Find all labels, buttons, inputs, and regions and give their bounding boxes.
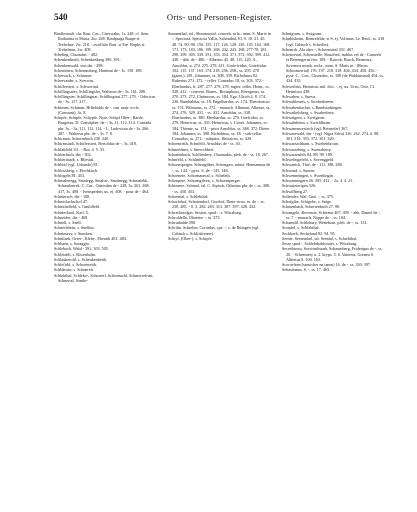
register-entry: Sebastianus, S. -, ss. 17. 465.	[282, 267, 331, 273]
register-entry: Schwuieterigen 326.	[282, 183, 317, 189]
register-entry: Schiffersteri, s. Schwerind.	[54, 83, 99, 89]
register-entry: Bindlesmah, chr. Rast. Cas., Ciserwahn, 1s. 248. cf. Sem. Ratharina et Maria, 2to. 248. Bindpurga Raape et Trehobne. 2w. 218. - zwölfahr Rast. st Ere. Rupbs st Trebelrinn, 2w. 408.	[54, 31, 150, 52]
register-entry: Schlattfeld 111. - Rrn. 4. 5. 35.	[54, 146, 106, 152]
register-entry: Sollemler, Wal. Gmi. -, ss. 375.	[282, 193, 334, 199]
register-entry: Secretbursu, Sovwinthurnb, Schaumberg, Friderigus de -, ss. 26. - Scheentery u. 2. kryps. 5. 6. Vaterms, Gorneu 6. Albertus 8. 100. 163.	[282, 246, 383, 262]
register-entry: Schwablesees, s. Swebesheeen.	[282, 99, 335, 105]
register-entry: Schwarzwald, der - (vgl. Nigra Silva) 236. 262. 274. 6. 88. 301. 314. 353. 372. 301. 320.	[282, 130, 380, 141]
register-entry: Schlauherold, s. Schenkenberth.	[54, 256, 108, 262]
register-entry: Scharndil, Schlebury, Weneborn, pleb. de -, ss. 131.	[282, 220, 368, 225]
register-entry: Schwarzenfels 84. 88. 98. 189.	[282, 151, 334, 157]
register-entry: Schldesrin, s. Schnereit.	[54, 267, 94, 273]
register-entry: Schlitzf (vgl. Urkunde) 81.	[54, 162, 99, 168]
register-entry: Schmirlachschof 47.	[54, 199, 89, 204]
register-entry: Schlierbach, der - 302.	[54, 151, 92, 157]
register-entry: Scheling, Chunsdnt. - 482.	[54, 52, 99, 57]
register-entry: Schwanenwestrich (vgl. Reisnefer) 367.	[282, 125, 349, 131]
register-entry: Schwillberg 27.	[282, 188, 309, 194]
register-entry: Schersack, s. Schirmer.	[54, 73, 93, 78]
register-entry: Schmenbach, Schertenbach 27. 98.	[282, 204, 340, 210]
register-entry: Seeser, Seesembel, tal. Seental, s. Schiebthal.	[282, 235, 358, 241]
register-entry: Schoenere, Schoenaueral, s. Scheleth.	[168, 172, 231, 178]
register-entry: Schoenreith, Schnfeld, Arnoldus de - ss. 30.	[168, 141, 241, 147]
register-entry: Scondel, s. Schlebthal.	[282, 225, 320, 231]
register-entry: Schnerlehrin, s. Snelhin.	[54, 225, 95, 231]
register-entry: Sesse spud -, Schlebthabiscuter, s. Würzburg.	[282, 241, 358, 246]
register-column-right	[282, 31, 385, 509]
register-entry: Schwelmgefeld, s. Sovenggeld.	[282, 157, 335, 162]
register-entry: Schmalenegg, Smalegg, Smalrn-, Smalnegg, Schmalekk, Schmalenrek, C. Cur., Ottersdan de - 228, 3s. 261. 268. 417, 3s. 408. - Ivensperhtis ux. ej. 408. - pour de - 464.	[54, 178, 150, 194]
register-entry: Schleideli, s. Rosenholm.	[54, 251, 97, 257]
register-entry: Schwaben, s. Sueva.	[282, 94, 316, 99]
register-entry: Schnell, s. Snell.	[54, 220, 82, 225]
register-entry: Schlebach, Wald - 391. 303. 505.	[54, 246, 109, 252]
register-entry: Schonrrh, Ala obre -, Schoensteal 331. 467.	[282, 46, 355, 52]
register-entry: Schrecknodger, Sexton, spnd -, s. Würzburg.	[168, 209, 242, 215]
register-entry: Sonnenthal, tal., Sheonerntal, conweb, ncla., mim. S. Marie in -, Speciosa, Speciosa Vallis, Schönthal, El. 9. 10. 21. 45. 48. 74. 90. 98. 150. 155. 117. 126. 128. 130. 135. 164. 168. 171. 173. 183. 186. 199. 268. 242. 243. 268. 277-78. 281. 298. 299. 305. 339. 351. 353. 354. 371. 372. 392. 399. 412. 438. - abb. de - 486. - Albertus 45. 48. 115. 220. A., Arnoldus, u. 274. 275. 278. 411. Gode-fridus, Gotefridus 102. 115. 137. 163. 174. 218. 256. 258., ss. 205. 278 (gazet.). 281. Johannes, ss. 308. 339. Richolmus 82. Rubertus 271. 272. - celler. Conradus 18, ss. 303. 372. - Eberhardus, fr. 287. 277. 279. 278. mgter. celler. Heinr., ss. 328. 412. - convera. Bones., Borinphous, Boengrous, ss. 270. 273. 272. Chrimorus, ss. 184. Ego. Ulrich 4. 8. 174. 230. Rumbaldus, ss. 18. Engelhardus, ss. 174. Theodoricus ss. 174. Wilmarus, ss. 272. - monach. Albrmus, Alberae, ss. 274. 276. 329. 431. - ss. 431. Arnoldus, ss. 338. Eberhardus, ss. 380. Eberhardus, ss. 270. Goefridus, ss. 279. Heinricus, ss. 431. Heinricus, s. Crises. Johannes, ss. 184. Thieme, ss. 174. - prior Arnoldus, ss. 368. 372. Dieter 184. Johannes, ss. 398. Richolmus, ss. 18. - sub-cellar. Conradus, ss. 271. - subprior. Heinricus, ss. 329.	[168, 31, 271, 141]
page-header	[54, 12, 385, 26]
register-entry: Schenerstal, Schenstelle, Slnsofrrd, nublus vel de - Canrerle et Berrengerus frer. 109. - Buwob, Burch, Bermoux, Sovemos monh, socla., mim. S. Maris in - (Rivus Schosmerrtal) 176. 197. 218. 318. 404. 434. 450. 456. - pyse. C., Con., Chunrdus, ss. 108 (de Waldaustaul) 404, ss. 434. 435.	[282, 52, 384, 84]
register-columns	[54, 31, 385, 509]
register-entry: Schlieristadt, s. Bliestal.	[54, 157, 95, 162]
register-entry: Schernbern, Schernmberg, Hartmut de - 3s. 158. 188.	[54, 67, 143, 73]
register-entry: Schtyf, (Ober-), s. Schipfe.	[168, 235, 213, 241]
register-entry: Schneider, die - 469.	[54, 214, 89, 220]
register-entry: Schienere, Schrnal, tal. C. Stpisch, Othertus pbr. de -, ss. 408. - ss. 430. 453.	[168, 183, 271, 194]
register-entry: Schillingsafer, Schillingsfer, Walterus de - 3s. 161. 286.	[54, 88, 147, 94]
register-entry: Schnerbbert, s. Snewchbert.	[168, 146, 215, 152]
register-entry: Schlogeln 81. 453.	[54, 172, 86, 178]
register-entry: Schenpere, Schoengilven, s. Schoensperger.	[168, 178, 241, 183]
register-entry: Schnhlsheim, Rentrelelde, st S. ej. Volimus, Gr. Reul., ss. 418 (vgl. Cabisch s. Scherlin).	[282, 36, 385, 47]
register-entry: Schenkenwald, von der - 298.	[54, 62, 104, 68]
register-entry: Schorlohof, Schorendorf, Gordorf, Diete-ricus, ss. de -, ss. 258. 285. - 0. 3. 282. 283. 313. 387. 397. 428. 432.	[168, 199, 265, 210]
register-column-left	[54, 31, 157, 509]
register-entry: Schervaider, s. Scerwin.	[54, 78, 94, 84]
register-entry: Schlossberg, s. Hochkirch.	[54, 167, 99, 173]
register-entry: Schlefirld, s. Schoenreith.	[54, 262, 97, 267]
register-entry: Schnigrum, s. Swigrum.	[282, 31, 323, 36]
register-entry: Schillingster, Schillingstat, Schillingtrat 277. 279. - Odoricus de - 3s. 117. 217.	[54, 94, 156, 105]
register-entry: Schwaikelsberg, s. Swabesbery.	[282, 109, 335, 115]
register-entry: Schipfe, Schipfe, Schypfe. Nyte, Schipf Ober-, Barde, Burgerau, D. Constipber. de -, 3s. 11. 112. 114. Conrada pbr. 3s. - 3s. 111. 112. 114. - L. Ludovicus de - 3s. 266. 287. - Walterus pbr. de -, 3s. 7. 8.	[54, 115, 151, 136]
register-entry: Schirmstadt, Schiffersteri, Bertoldus de -, 3s. 418.	[54, 141, 137, 147]
register-entry: Schwarzachbarn, s. Swebenbroun.	[282, 141, 339, 147]
register-entry: Schwend, s. Sueren.	[282, 167, 316, 173]
register-entry: Schroldella, Ohaerter -, ss. 375.	[168, 214, 221, 220]
register-entry: Schnimzvy, s. Snerken.	[54, 230, 93, 236]
register-entry: Scoroefeen (sansicher na tanns) 16. de -, ss. 330. 397.	[282, 262, 371, 267]
register-entry: Schirmen, Schormbach 238. 240.	[54, 136, 110, 141]
register-entry: Schrihn, Schrehte, Corradus, cpe. -, s. de Rüingen (vgl. Cabisch s. Schlittfrenne).	[168, 225, 260, 236]
register-entry: Schenkenberth, Schenkenberg 390. 391.	[54, 57, 121, 63]
register-entry: Schwanningern 26. 305. 412. - 2a. 4. 4. 21.	[282, 178, 354, 183]
register-entry: Schlebthal, Schlebo-, Schorrerl, Schoenachl, Schmerselrust, Schnertal, Sonthr-	[54, 272, 154, 283]
register-entry: Schwalnheim, s. Swieldheim.	[282, 120, 332, 126]
register-entry: Schmittelfeld, s. Gmildfeld.	[54, 204, 101, 210]
register-entry: Schnfeld, s. Schlinfeld.	[168, 157, 207, 162]
register-entry: Schonenbach, Schlienbery, Chunradus, pleb. de - ss. 18. 267.	[168, 151, 270, 157]
register-entry: Schwanick, Thie, de - 111. 188. 288.	[282, 162, 343, 168]
register-entry: Schwerlein, Heinricus mil. dict. -, ej. ux. Ursu, Otto, Cl. Heinricus 438.	[282, 83, 375, 94]
register-entry: Schrutbalde 398.	[168, 220, 197, 225]
register-entry: Schoental, s. Schlebthal.	[168, 193, 209, 199]
page-title: Orts- und Personen-Register.	[166, 12, 273, 22]
register-entry: Schoigibe, Schigebe, s. Snige.	[282, 199, 333, 204]
register-entry: Schwaigern, s. Sweigerrn.	[282, 115, 326, 120]
register-entry: Schnieckuel, Karl. 5.	[54, 209, 89, 215]
register-entry: Sovangele, Bovernie, Schiense 407. 409. - abb. Daniel de -, ss. 7. - monach. Noppe de -, ss. 104.	[282, 209, 381, 220]
register-entry: Schwenneingen, s. Swenlingin.	[282, 172, 334, 178]
register-entry: Schwarzeberg, s. Swenzberry.	[282, 146, 332, 152]
register-entry: Schnilaek, Orrer-, Klein-, Eheraik 481. 484.	[54, 235, 127, 241]
register-entry: Schmerach, die - 180.	[54, 193, 91, 199]
register-entry: Schwabenbacher, s. Randstadtingen.	[282, 104, 343, 110]
register-column-middle	[168, 31, 271, 509]
register-entry: Schimen, Schimm, Hillebolds de -, can. majr. eccle. (Constant), 3s. 8.	[54, 104, 140, 115]
register-entry: Schoensperger, Schongüber, Schongaw, minst. Hermannus de -, ss. 144. - pyez. S. de - 145. 148.	[168, 162, 271, 173]
page-number: 540	[54, 12, 68, 22]
register-entry: Seckbach, Seckeland 82. 94. 95.	[282, 230, 336, 236]
register-entry: Schbaen, s. Soragglu.	[54, 241, 90, 246]
